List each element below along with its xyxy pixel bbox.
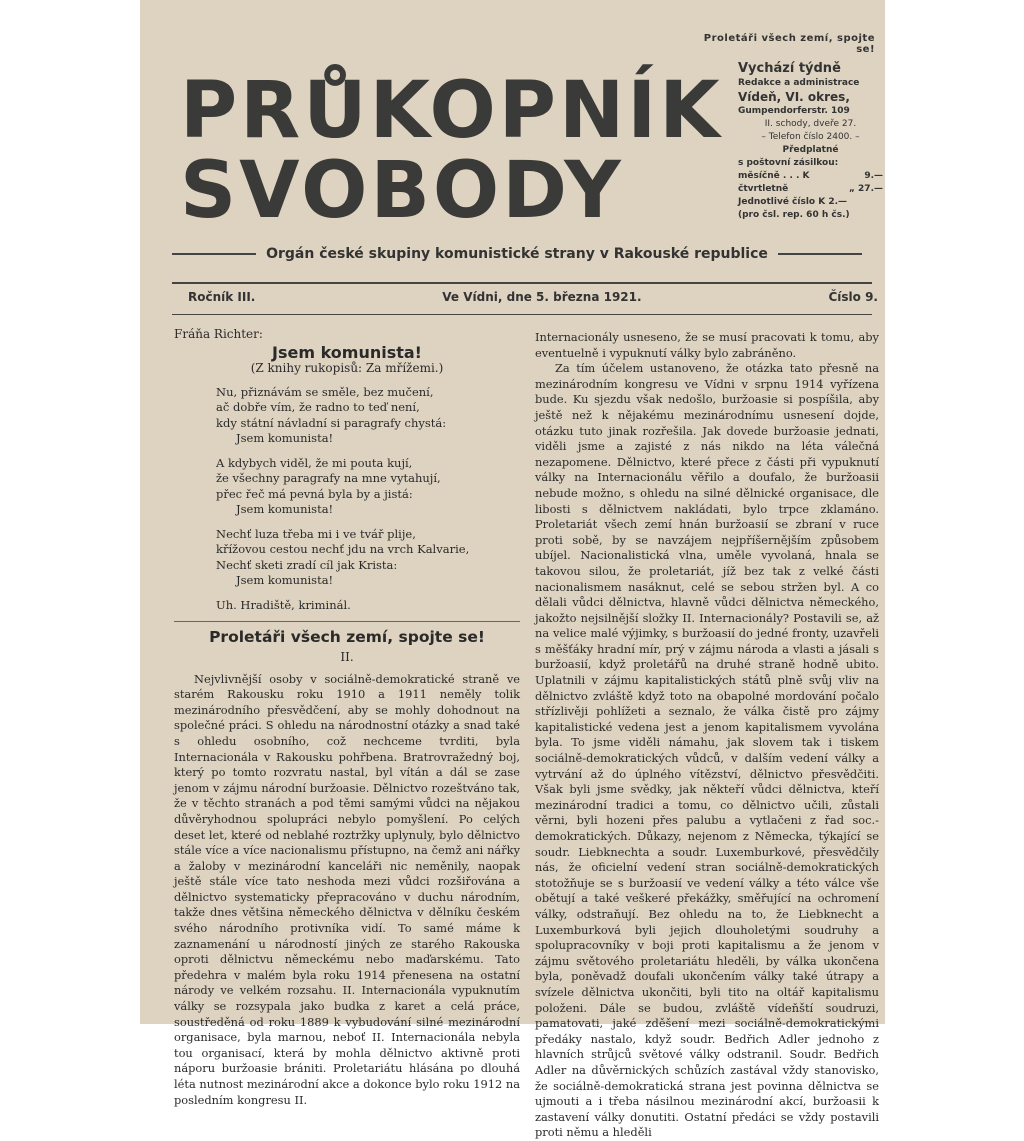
poem-line: Nechť luza třeba mi i ve tvář plije, (216, 526, 416, 541)
single-issue-price: Jednotlivé číslo K 2.— (738, 197, 848, 207)
masthead-subtitle: Orgán české skupiny komunistické strany v Rakouské republice (266, 246, 768, 262)
poem-author: Fráňa Richter: (174, 327, 263, 341)
weekly-notice: Vychází týdně (738, 61, 841, 76)
single-issue-price-cs: (pro čsl. rep. 60 h čs.) (738, 210, 850, 220)
issue-rule-bottom (172, 314, 872, 315)
issue-rule-top (172, 282, 872, 284)
volume-number: Ročník III. (188, 290, 256, 304)
poem-stanza-2 (174, 456, 520, 518)
article-title: Proletáři všech zemí, spojte se! (209, 628, 485, 647)
right-column (535, 330, 879, 1141)
article-paragraph: Za tím účelem ustanoveno, že otázka tato přesně na mezinárodním kongresu ve Vídni v srpnu 1914 vyřízena bude. Ku sjezdu však nedošlo, buržoasie si pospíšila, aby ještě než k nějakému mezinárodnímu usnesení dojde, otázku tuto jinak rozřešila. Jak dovede buržoasie jednati, viděli jsme a zajisté z nás nikdo na léta válečná nezapomene. Dělnictvo, které přece z části při vypuknutí války na Internacionálu věřilo a doufalo, že buržoasii nebude možno, s ohledu na silné dělnické organisace, dle libosti s dělnictvem nakládati, bylo trpce zklamáno. Proletariát všech zemí hnán buržoasií se zbraní v ruce proti sobě, by se navzájem nejpříšernějším způsobem ubíjel. Nacionalistická vlna, uměle vyvolaná, hnala se takovou silou, že proletariát, jíž bez tak z velké části nacionalismem nasáknut, celé se sebou stržen byl. A co dělali vůdci dělnictva, hlavně vůdci dělnictva německého, jakožto nejsilnější složky II. Internacionály? Postavili se, až na velice malé výjimky, s buržoasií do jedné fronty, uzavřeli s měšťáky hradní mír, prý v zájmu národa a vlasti a jásali s buržoasií, když proletářů na druhé straně hodně ubito. Uplatnili v zájmu kapitalistických států plně svůj vliv na dělnictvo zvláště když toto na obapolné mordování počalo střízlivěji pohlížeti a seznalo, že válka čistě pro zájmy kapitalistické vedena jest a jenom kapitalismem vyvolána byla. To jsme viděli námahu, jak slovem tak i tiskem sociálně-demokratických vůdců, v dalším vedení války a vytrvání až do úplného vítězství, dělnictvo přesvědčiti. Však byli jsme svědky, jak někteří vůdci dělnictva, kteří mezinárodní tradici a tomu, co dělnictvo učili, zůstali věrni, byli hozeni přes palubu a vytlačeni z řad soc.-demokratických. Důkazy, nejenom z Německa, týkající se soudr. Liebknechta a soudr. Luxemburkové, přesvědčily nás, že oficielní vedení stran sociálně-demokratických stotožňuje se s buržoasií ve vedení války a této válce vše obětují a také veškeré překážky, směřující na ochromení války, odstraňují. Bez ohledu na to, že Liebknecht a Luxemburková byli jejich dlouholetými soudruhy a spolupracovníky v boji proti kapitalismu a že jenom v zájmu světového proletariátu hleděli, by válka ukončena byla, poněvadž doufali ukončením války také útrapy a svízele dělnictva ukončiti, byli tito na oltář kapitalismu položeni. Dále se budou, zvláště vídeňští soudruzi, pamatovati, jaké zděšení mezi sociálně-demokratickými předáky nastalo, když soudr. Bedřich Adler jednoho z hlavních strůjců světové války odstranil. Soudr. Bedřich Adler na důvěrnických schůzích zastával vždy stanovisko, že sociálně-demokratická strana jest povinna dělnictva se ujmouti a i třeba násilnou mezinárodní akcí, buržoasii k zastavení války donutiti. Ostatní předáci se vždy postavili proti němu a hleděli (535, 361, 879, 1140)
poem-line: Nu, přiznávám se směle, bez mučení, (216, 384, 434, 399)
monthly-price (738, 170, 883, 183)
poem-line: A kdybych viděl, že mi pouta kují, (216, 455, 413, 470)
poem-source: (Z knihy rukopisů: Za mřížemi.) (250, 361, 444, 376)
newspaper-page (140, 0, 885, 1140)
poem-refrain: Jsem komunista! (236, 573, 334, 588)
office-street: Gumpendorferstr. 109 (738, 106, 850, 116)
poem-line: křížovou cestou nechť jdu na vrch Kalvarie, (216, 542, 470, 557)
article-separator (174, 621, 520, 622)
issue-number: Číslo 9. (828, 290, 878, 304)
office-city: Vídeň, VI. okres, (738, 90, 850, 104)
poem-stanza-1 (174, 385, 520, 447)
poem-line: Nechť sketi zradí cíl jak Krista: (216, 557, 398, 572)
poem-place: Uh. Hradiště, kriminál. (216, 597, 351, 612)
issue-line (188, 290, 878, 304)
poem-stanza-3 (174, 527, 520, 589)
article-paragraph: Internacionály usneseno, že se musí pracovati k tomu, aby eventuelně i vypuknutí války bylo zabráněno. (535, 330, 879, 360)
office-phone: – Telefon číslo 2400. – (761, 132, 860, 142)
poem-title: Jsem komunista! (272, 342, 422, 362)
monthly-price-value: 9.— (864, 171, 883, 181)
article-part-number: II. (340, 649, 354, 664)
masthead-title-line2: SVOBODY (180, 146, 624, 236)
left-column (174, 327, 520, 1108)
postal-delivery: s poštovní zásilkou: (738, 158, 839, 168)
top-motto: Proletáři všech zemí, spojte se! (703, 33, 875, 55)
article-paragraph: Nejvlivnější osoby v sociálně-demokratické straně ve starém Rakousku roku 1910 a 1911 neměly tolik mezinárodního přesvědčení, aby se mohly dohodnout na společné práci. S ohledu na národnostní otázky a snad také s ohledu osobního, což nechceme tvrditi, byla Internacionála v Rakousku pohřbena. Bratrovražedný boj, který po tomto rozvratu nastal, byl vítán a dál se zase jenom v zájmu národní buržoasie. Dělnictvo rozeštváno tak, že v těchto stranách a pod těmi samými vůdci na nějakou důvěryhodnou spolupráci nebylo pomyšlení. Po celých deset let, které od neblahé roztržky uplynuly, bylo dělnictvo stále více a více nacionalismu přístupno, na čemž ani nářky a žaloby v mezinárodní kanceláři nic neměnily, naopak ještě stále více tato neshoda mezi vůdci rozšiřována a dělnictvo systematicky přepracováno v duchu národním, takže dnes většina německého dělnictva v dělníku českém svého národního protivníka vidí. To samé máme k zaznamenání u národností jiných ze starého Rakouska oproti dělnictvu německému nebo maďarskému. Tato předehra v malém byla roku 1914 přenesena na ostatní národy ve velkém rozsahu. II. Internacionála vypuknutím války se rozsypala jako budka z karet a celá práce, soustředěná od roku 1889 k vybudování silné mezinárodní organisace, byla marnou, neboť II. Internacionála nebyla tou organisací, která by mohla dělnictvo aktivně proti náporu buržoasie brániti. Proletariátu hlásána po dlouhá léta nutnost mezinárodní akce a dokonce bylo roku 1912 na posledním kongresu II. (174, 671, 520, 1107)
subscription-heading: Předplatné (782, 145, 839, 155)
poem-line: že všechny paragrafy na mne vytahují, (216, 471, 441, 486)
poem-refrain: Jsem komunista! (236, 502, 334, 517)
office-staircase: II. schody, dveře 27. (764, 119, 857, 129)
publication-info (738, 60, 883, 222)
monthly-price-label: měsíčně . . . K (738, 171, 810, 181)
subtitle-rule-left (172, 253, 256, 255)
quarterly-price-label: čtvrtletně (738, 184, 789, 194)
poem-line: přec řeč má pevná byla by a jistá: (216, 486, 413, 501)
poem-line: kdy státní návladní si paragrafy chystá: (216, 415, 447, 430)
subtitle-rule-right (778, 253, 862, 255)
masthead-title-line1: PRŮKOPNÍK (180, 66, 723, 156)
editorial-office: Redakce a administrace (738, 78, 860, 88)
quarterly-price-value: „ 27.— (849, 184, 883, 194)
subtitle-bar (172, 246, 862, 262)
issue-date: Ve Vídni, dne 5. března 1921. (442, 290, 642, 304)
quarterly-price (738, 183, 883, 196)
poem-refrain: Jsem komunista! (236, 431, 334, 446)
poem-line: ač dobře vím, že radno to teď není, (216, 400, 420, 415)
